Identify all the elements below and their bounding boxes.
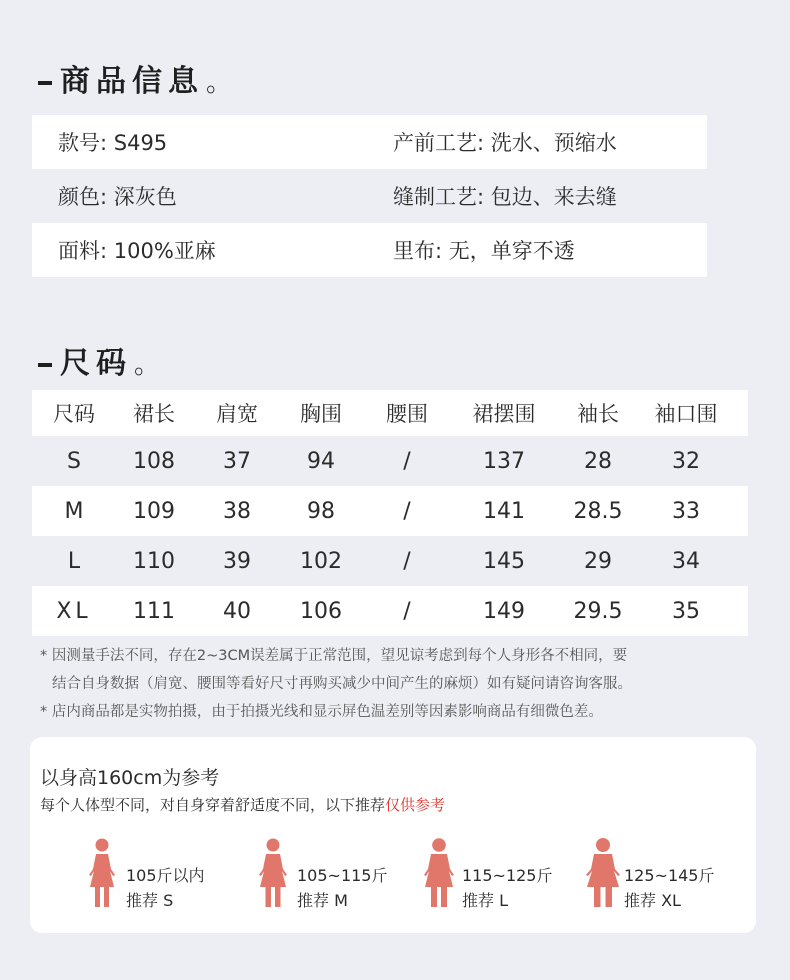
cell-size: L bbox=[67, 548, 81, 574]
cell-length: 108 bbox=[133, 448, 175, 474]
recommended-size: 推荐 XL bbox=[624, 891, 681, 910]
cell-size: XL bbox=[56, 598, 92, 624]
recommendation-item bbox=[84, 837, 254, 917]
cell-hem: 141 bbox=[483, 498, 525, 524]
cell-sleeve: 29 bbox=[584, 548, 612, 574]
product-info-title: 商品信息 bbox=[60, 64, 204, 99]
cell-hem: 145 bbox=[483, 548, 525, 574]
weight-range: 105~115斤 bbox=[297, 866, 388, 885]
note-line: 结合自身数据（肩宽、腰围等看好尺寸再购买减少中间产生的麻烦）如有疑问请咨询客服。 bbox=[52, 676, 632, 692]
size-title: 尺码 bbox=[60, 346, 132, 381]
info-pre-process: 产前工艺: 洗水、预缩水 bbox=[393, 131, 617, 155]
cell-cuff: 34 bbox=[672, 548, 700, 574]
cell-cuff: 33 bbox=[672, 498, 700, 524]
info-color: 颜色: 深灰色 bbox=[58, 185, 177, 209]
table-header-row bbox=[32, 390, 748, 436]
weight-range: 125~145斤 bbox=[624, 866, 715, 885]
header-shoulder: 肩宽 bbox=[216, 402, 258, 426]
info-style-number: 款号: S495 bbox=[58, 131, 168, 155]
product-info-table bbox=[32, 115, 707, 277]
title-suffix: 。 bbox=[206, 68, 239, 98]
reference-subtitle-text: 每个人体型不同，对自身穿着舒适度不同，以下推荐 bbox=[40, 796, 386, 814]
cell-bust: 98 bbox=[307, 498, 335, 524]
reference-subtitle bbox=[40, 794, 445, 815]
header-bust: 胸围 bbox=[300, 402, 342, 426]
table-row bbox=[32, 586, 748, 636]
woman-in-dress-icon bbox=[255, 837, 291, 909]
recommendation-item bbox=[420, 837, 590, 917]
cell-waist: / bbox=[403, 498, 411, 524]
size-reference-card bbox=[30, 737, 756, 933]
cell-cuff: 32 bbox=[672, 448, 700, 474]
cell-waist: / bbox=[403, 598, 411, 624]
cell-size: M bbox=[64, 498, 84, 524]
cell-bust: 94 bbox=[307, 448, 335, 474]
reference-subtitle-highlight: 仅供参考 bbox=[385, 796, 446, 814]
recommended-size: 推荐 L bbox=[462, 891, 509, 910]
note-line: * 店内商品都是实物拍摄，由于拍摄光线和显示屏色温差别等因素影响商品有细微色差。 bbox=[40, 704, 603, 720]
recommendation-item bbox=[582, 837, 752, 917]
cell-sleeve: 28 bbox=[584, 448, 612, 474]
header-cuff: 袖口围 bbox=[654, 402, 718, 426]
note-line: * 因测量手法不同，存在2~3CM误差属于正常范围，望见谅考虑到每个人身形各不相同，要 bbox=[40, 648, 628, 664]
cell-length: 110 bbox=[133, 548, 175, 574]
info-sewing: 缝制工艺: 包边、来去缝 bbox=[393, 185, 617, 209]
header-waist: 腰围 bbox=[386, 402, 428, 426]
woman-in-dress-icon bbox=[84, 837, 120, 909]
table-row bbox=[32, 436, 748, 486]
size-heading bbox=[38, 338, 166, 382]
cell-hem: 149 bbox=[483, 598, 525, 624]
measurement-notes bbox=[40, 642, 632, 726]
cell-sleeve: 29.5 bbox=[573, 598, 623, 624]
size-table bbox=[32, 390, 748, 636]
info-lining: 里布: 无，单穿不透 bbox=[393, 239, 575, 263]
info-row bbox=[32, 223, 707, 277]
cell-length: 111 bbox=[133, 598, 175, 624]
heading-dash bbox=[38, 363, 52, 367]
cell-length: 109 bbox=[133, 498, 175, 524]
table-row bbox=[32, 536, 748, 586]
header-size: 尺码 bbox=[53, 402, 95, 426]
cell-bust: 106 bbox=[300, 598, 342, 624]
header-sleeve: 袖长 bbox=[577, 402, 619, 426]
weight-range: 105斤以内 bbox=[126, 866, 205, 885]
cell-bust: 102 bbox=[300, 548, 342, 574]
weight-range: 115~125斤 bbox=[462, 866, 553, 885]
info-row bbox=[32, 169, 707, 223]
reference-title: 以身高160cm为参考 bbox=[40, 767, 220, 789]
recommended-size: 推荐 M bbox=[297, 891, 348, 910]
recommendation-item bbox=[255, 837, 425, 917]
cell-hem: 137 bbox=[483, 448, 525, 474]
cell-size: S bbox=[67, 448, 81, 474]
table-row bbox=[32, 486, 748, 536]
cell-waist: / bbox=[403, 548, 411, 574]
cell-cuff: 35 bbox=[672, 598, 700, 624]
cell-shoulder: 39 bbox=[223, 548, 251, 574]
header-length: 裙长 bbox=[133, 402, 175, 426]
woman-in-dress-icon bbox=[420, 837, 458, 909]
info-fabric: 面料: 100%亚麻 bbox=[58, 239, 216, 263]
cell-shoulder: 40 bbox=[223, 598, 251, 624]
heading-dash bbox=[38, 81, 52, 85]
woman-in-dress-icon bbox=[582, 837, 624, 909]
header-hem: 裙摆围 bbox=[472, 402, 536, 426]
product-info-heading bbox=[38, 56, 238, 100]
recommended-size: 推荐 S bbox=[126, 891, 174, 910]
cell-sleeve: 28.5 bbox=[573, 498, 623, 524]
cell-waist: / bbox=[403, 448, 411, 474]
info-row bbox=[32, 115, 707, 169]
title-suffix: 。 bbox=[134, 350, 167, 380]
cell-shoulder: 37 bbox=[223, 448, 251, 474]
cell-shoulder: 38 bbox=[223, 498, 251, 524]
